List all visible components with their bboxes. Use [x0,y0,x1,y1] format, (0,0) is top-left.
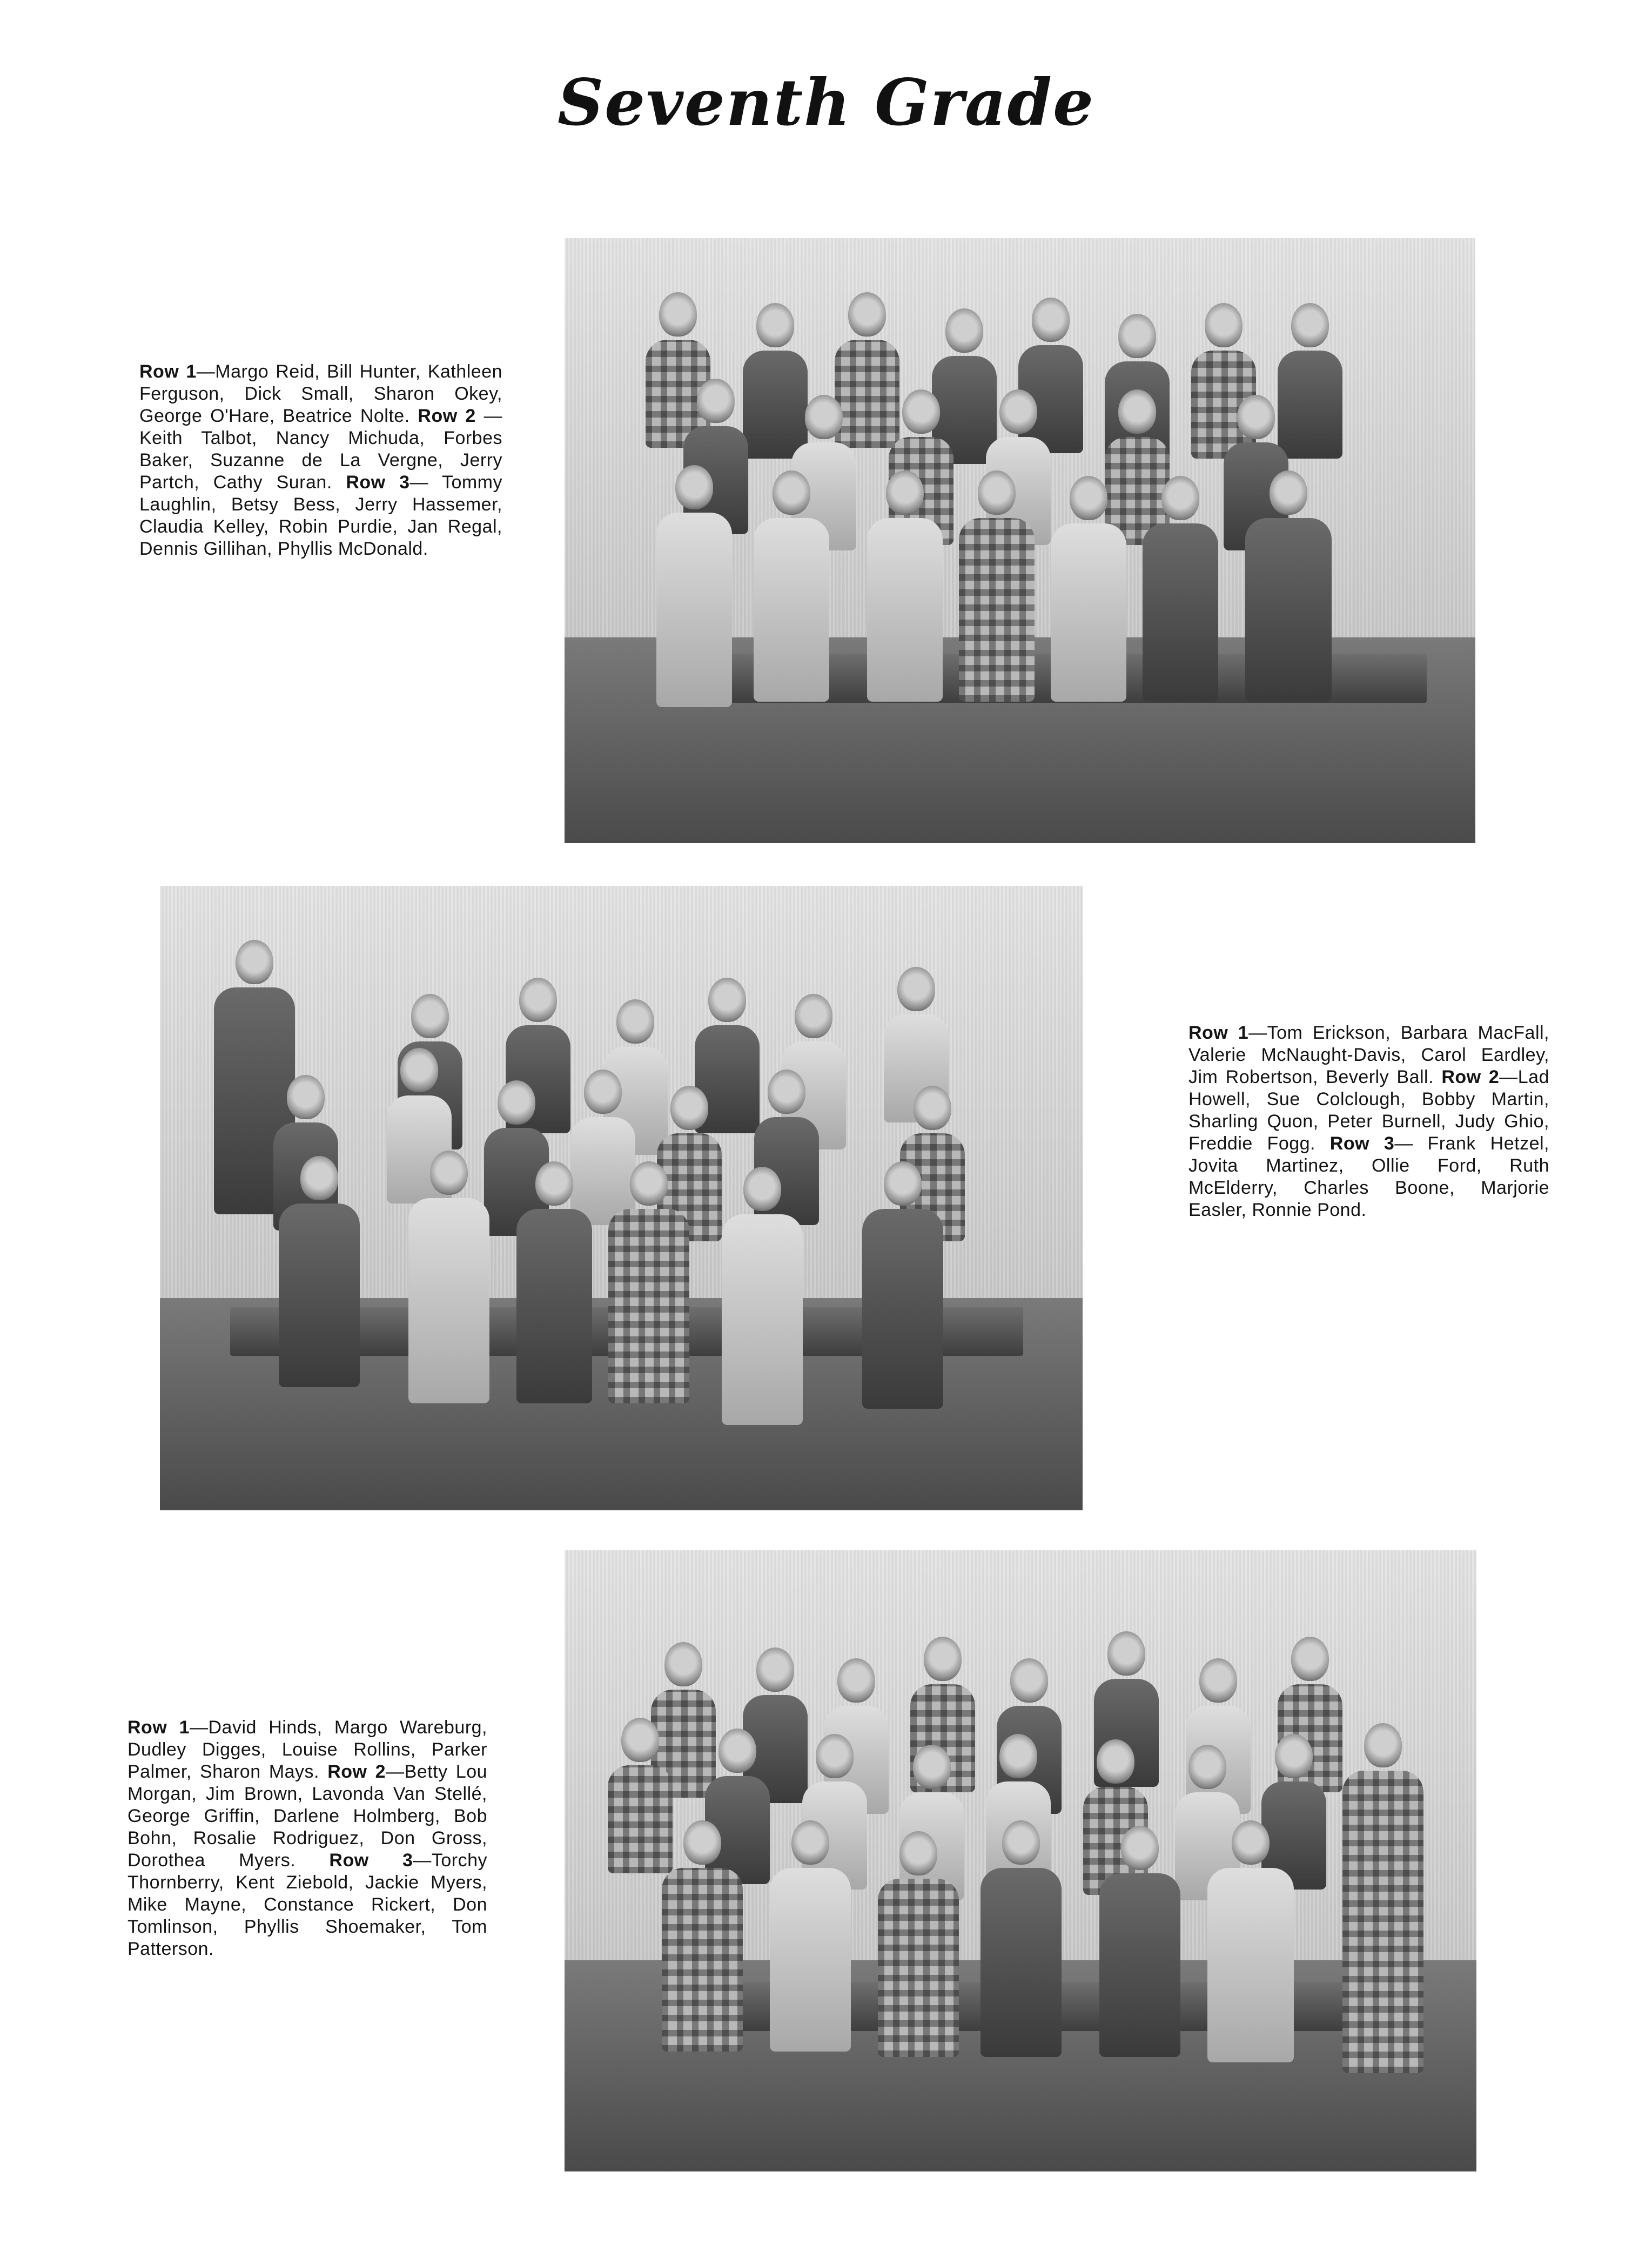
class-photo-3 [565,1550,1476,2171]
class-photo-1 [565,238,1475,843]
class-photo-2 [160,886,1083,1510]
class-photo-caption-1: Row 1—Margo Reid, Bill Hunter, Kathleen Ferguson, Dick Small, Sharon Okey, George O'Hare, Beatrice Nolte. Row 2 — Keith Talbot, Nancy Michuda, Forbes Baker, Suzanne de La Vergne, Jerry Partch, Cathy Suran. Row 3— Tommy Laughlin, Betsy Bess, Jerry Hassemer, Claudia Kelley, Robin Purdie, Jan Regal, Dennis Gillihan, Phyllis McDonald. [139,361,503,559]
class-photo-caption-2: Row 1—Tom Erickson, Barbara MacFall, Valerie McNaught-Davis, Carol Eardley, Jim Robertson, Beverly Ball. Row 2—Lad Howell, Sue Colclough, Bobby Martin, Sharling Quon, Peter Burnell, Judy Ghio, Freddie Fogg. Row 3— Frank Hetzel, Jovita Martinez, Ollie Ford, Ruth McElderry, Charles Boone, Marjorie Easler, Ronnie Pond. [1188,1023,1550,1220]
class-photo-caption-3: Row 1—David Hinds, Margo Wareburg, Dudley Digges, Louise Rollins, Parker Palmer, Sharon Mays. Row 2—Betty Lou Morgan, Jim Brown, Lavonda Van Stellé, George Griffin, Darlene Holmberg, Bob Bohn, Rosalie Rodriguez, Don Gross, Dorothea Myers. Row 3—Torchy Thornberry, Kent Ziebold, Jackie Myers, Mike Mayne, Constance Rickert, Don Tomlinson, Phyllis Shoemaker, Tom Patterson. [127,1717,488,1959]
page-title: Seventh Grade [557,65,1095,140]
